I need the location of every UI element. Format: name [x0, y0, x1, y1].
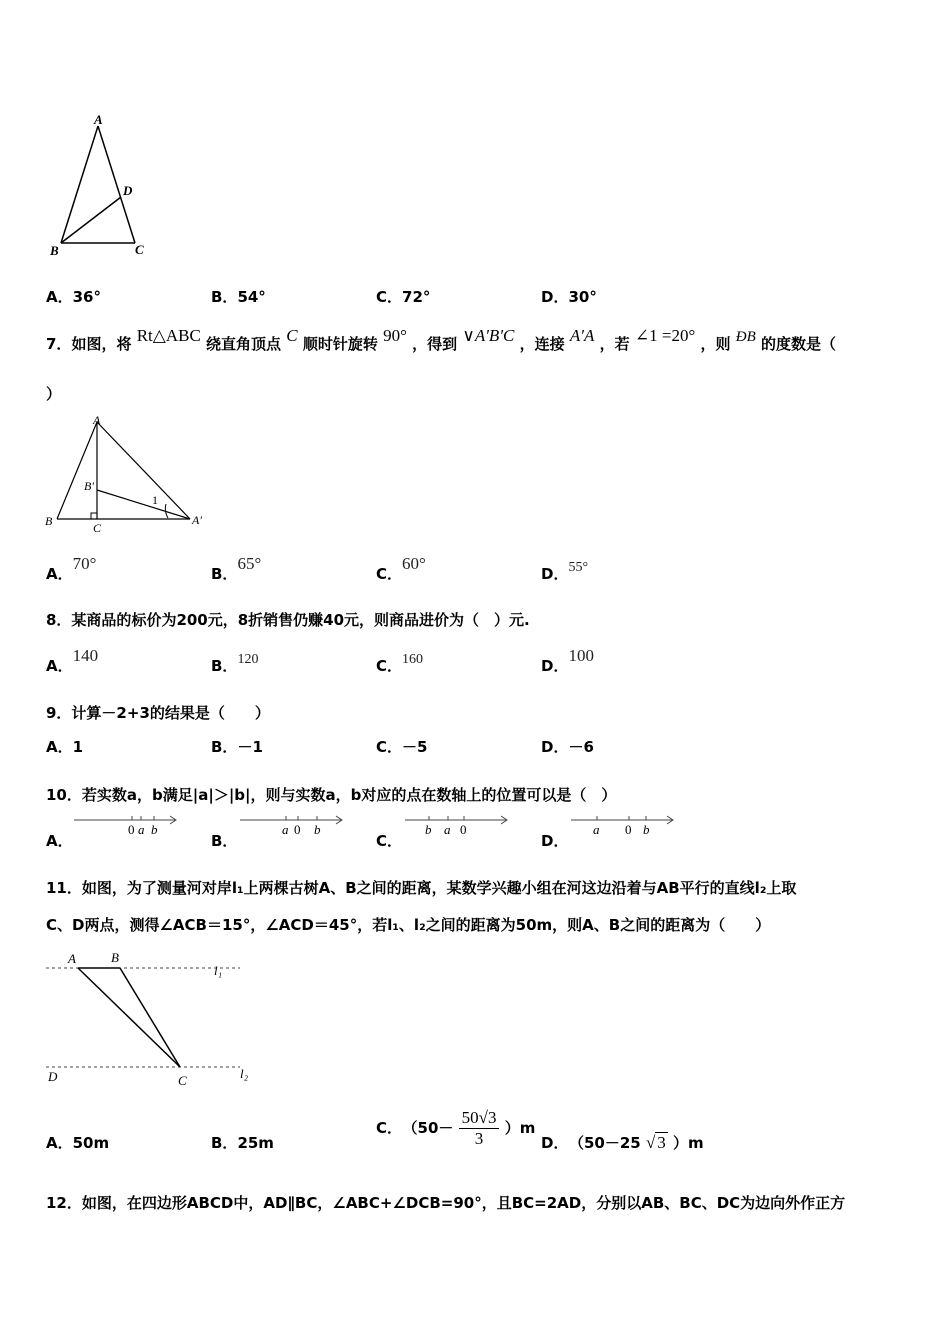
q10b-tick-b: b — [314, 822, 321, 837]
q6-label-A: A — [94, 112, 103, 127]
q11-label-B: B — [111, 950, 119, 965]
q11-option-d[interactable]: D． （50－25 √ 3 ）m — [541, 1133, 704, 1152]
q7-label-B: B — [45, 514, 53, 528]
q7-rotation-figure — [40, 412, 215, 537]
q6-option-b[interactable]: B．54° — [211, 288, 266, 306]
q10b-tick-a: a — [282, 822, 289, 837]
q10a-tick-0: 0 — [128, 822, 135, 837]
q11-river-figure — [40, 948, 265, 1093]
q7-label-one: 1 — [152, 493, 158, 507]
q9-stem: 9．计算－2+3的结果是（ ） — [46, 704, 270, 722]
q11-option-b[interactable]: B．25m — [211, 1134, 274, 1152]
q6-triangle-figure — [40, 110, 160, 260]
q10a-tick-b: b — [151, 822, 158, 837]
q11-option-d-radical: √ 3 — [645, 1133, 666, 1152]
q9-option-d[interactable]: D．－6 — [541, 738, 594, 756]
q6-option-d[interactable]: D．30° — [541, 288, 597, 306]
q9-option-b[interactable]: B．－1 — [211, 738, 263, 756]
q10-option-c[interactable]: C． — [376, 832, 403, 850]
q9-option-a[interactable]: A．1 — [46, 738, 84, 756]
q10d-tick-b: b — [643, 822, 650, 837]
q11-stem-line2: C、D两点，测得∠ACB＝15°，∠ACD＝45°，若l₁、l₂之间的距离为50m，则A、B之间的距离为（ ） — [46, 916, 771, 934]
q6-label-C: C — [135, 242, 144, 257]
q7-option-c[interactable]: C．60° — [376, 554, 426, 583]
q7-label-Aprime: A′ — [192, 513, 202, 527]
q7-label-Bprime: B′ — [84, 479, 94, 493]
q10-stem: 10．若实数a，b满足|a|＞|b|，则与实数a，b对应的点在数轴上的位置可以是（ ） — [46, 786, 617, 804]
q7-stem: 7．如图，将 Rt△ABC 绕直角顶点 C 顺时针旋转 90° ，得到 ∨A′B′C ，连接 A′A ，若 ∠1 =20° ，则 ÐB 的度数是（ — [46, 326, 836, 353]
q11-option-c[interactable]: C． （50－ $\frac{50√3}{3}$ ）m — [376, 1108, 536, 1148]
q11-stem-line1: 11．如图，为了测量河对岸l₁上两棵古树A、B之间的距离，某数学兴趣小组在河这边沿着与AB平行的直线l₂上取 — [46, 879, 797, 897]
q8-option-d[interactable]: D．100 — [541, 646, 594, 675]
q8-option-b[interactable]: B．120 — [211, 652, 259, 675]
q10b-tick-0: 0 — [294, 822, 301, 837]
q8-stem: 8．某商品的标价为200元，8折销售仍赚40元，则商品进价为（ ）元. — [46, 611, 530, 629]
q7-option-d[interactable]: D．55° — [541, 560, 589, 583]
q10c-tick-b: b — [425, 822, 432, 837]
q7-option-b[interactable]: B．65° — [211, 554, 262, 583]
q11-label-l1: l₁ — [214, 963, 223, 978]
q10-number-line-b — [238, 810, 346, 838]
q7-option-a[interactable]: A．70° — [46, 554, 97, 583]
q7-label-C: C — [93, 521, 102, 535]
q11-label-A: A — [68, 951, 76, 966]
q10-number-line-c — [403, 810, 511, 838]
q6-option-a[interactable]: A．36° — [46, 288, 101, 306]
q11-label-D: D — [48, 1069, 58, 1084]
q10c-tick-a: a — [444, 822, 451, 837]
q10d-tick-0: 0 — [625, 822, 632, 837]
q10-number-line-a — [72, 810, 180, 838]
q7-stem-close: ） — [46, 385, 62, 403]
q8-option-c[interactable]: C．160 — [376, 652, 424, 675]
q10a-tick-a: a — [138, 822, 145, 837]
q7-label-A: A — [93, 413, 101, 427]
q6-label-D: D — [123, 183, 133, 198]
q10d-tick-a: a — [593, 822, 600, 837]
q10-option-d[interactable]: D． — [541, 832, 569, 850]
q10-option-b[interactable]: B． — [211, 832, 238, 850]
q11-label-l2: l₂ — [240, 1066, 249, 1081]
q11-option-a[interactable]: A．50m — [46, 1134, 110, 1152]
q11-label-C: C — [178, 1073, 187, 1088]
q8-option-a[interactable]: A．140 — [46, 646, 99, 675]
q10-number-line-d — [569, 810, 677, 838]
q9-option-c[interactable]: C．－5 — [376, 738, 428, 756]
q6-label-B: B — [50, 243, 59, 258]
q11-option-c-fraction: $\frac{50√3}{3}$ — [459, 1108, 500, 1149]
q6-option-c[interactable]: C．72° — [376, 288, 431, 306]
q12-stem: 12．如图，在四边形ABCD中，AD∥BC，∠ABC+∠DCB=90°，且BC=2AD，分别以AB、BC、DC为边向外作正方 — [46, 1194, 846, 1212]
q10-option-a[interactable]: A． — [46, 832, 73, 850]
q10c-tick-0: 0 — [460, 822, 467, 837]
